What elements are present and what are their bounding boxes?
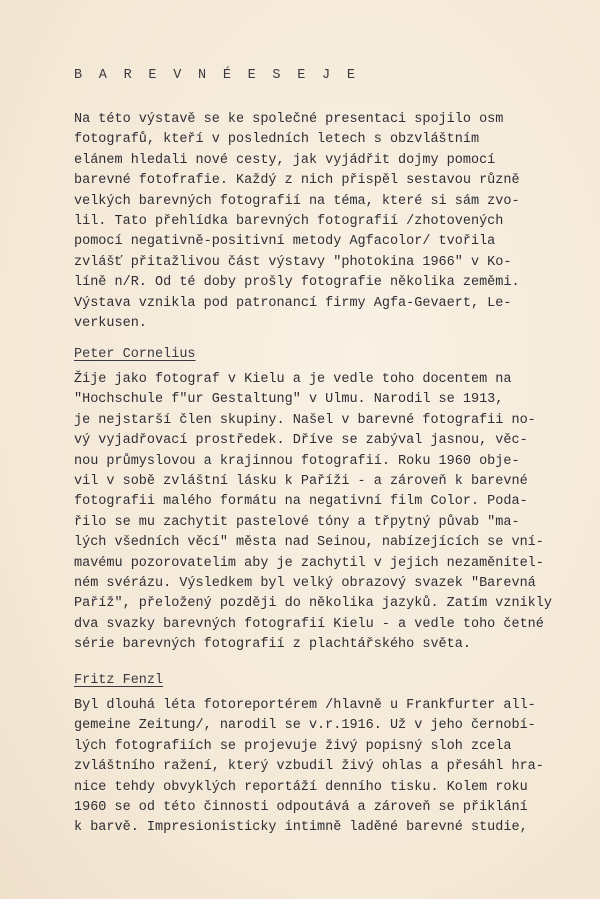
text-line: lil. Tato přehlídka barevných fotografií /zhotovených xyxy=(74,214,504,230)
text-line: fotografii malého formátu na negativní film Color. Poda- xyxy=(74,494,528,510)
text-line: elánem hledali nové cesty, jak vyjádřit dojmy pomocí xyxy=(74,152,496,168)
text-line: nice tehdy obvyklých reportáží denního tisku. Kolem roku xyxy=(74,779,528,795)
text-line: vil v sobě zvláštní lásku k Paříži - a zároveň k barevné xyxy=(74,474,528,490)
document-title: B A R E V N É E S E J E xyxy=(74,68,360,83)
text-line: dva svazky barevných fotografií Kielu - a vedle toho četné xyxy=(74,616,544,632)
text-line: zvláštního ražení, který vzbudil živý ohlas a přesáhl hra- xyxy=(74,759,544,775)
section-heading-fenzl: Fritz Fenzl xyxy=(74,673,164,688)
fenzl-paragraph xyxy=(74,696,544,839)
text-line: vý vyjadřovací prostředek. Dříve se zabýval jasnou, věc- xyxy=(74,433,528,449)
text-line: lých fotografiích se projevuje živý popisný sloh zcela xyxy=(74,738,512,754)
text-line: série barevných fotografií z plachtářského světa. xyxy=(74,637,471,653)
text-line: mavému pozorovatelim aby je zachytil v jejich nezaměnitel- xyxy=(74,555,544,571)
text-line: velkých barevných fotografií na téma, které si sám zvo- xyxy=(74,193,520,209)
text-line: řilo se mu zachytit pastelové tóny a třpytný půvab "ma- xyxy=(74,514,520,530)
text-line: líně n/R. Od té doby prošly fotografie několika zeměmi. xyxy=(74,275,520,291)
text-line: 1960 se od této činnosti odpoutává a zároveň se přiklání xyxy=(74,800,528,816)
text-line: "Hochschule f"ur Gestaltung" v Ulmu. Narodil se 1913, xyxy=(74,392,504,408)
text-line: Na této výstavě se ke společné presentaci spojilo osm xyxy=(74,112,504,127)
text-line: barevné fotofrafie. Každý z nich přispěl sestavou různě xyxy=(74,173,520,189)
text-line: verkusen. xyxy=(74,316,147,332)
text-line: nou průmyslovou a krajinnou fotografií. Roku 1960 obje- xyxy=(74,453,520,469)
text-line: k barvě. Impresionisticky intimně laděné barevné studie, xyxy=(74,820,528,836)
section-heading-cornelius: Peter Cornelius xyxy=(74,347,196,362)
text-line: pomocí negativně-positivní metody Agfacolor/ tvořila xyxy=(74,234,496,250)
text-line: Žije jako fotograf v Kielu a je vedle toho docentem na xyxy=(74,372,512,387)
text-line: zvlášť přitažlivou část výstavy "photokina 1966" v Ko- xyxy=(74,254,512,270)
text-line: Paříž", přeložený později do několika jazyků. Zatím vznikly xyxy=(74,596,552,612)
cornelius-paragraph xyxy=(74,370,552,656)
text-line: Byl dlouhá léta fotoreportérem /hlavně u Frankfurter all- xyxy=(74,698,536,713)
text-line: ném svérázu. Výsledkem byl velký obrazový svazek "Barevná xyxy=(74,576,536,592)
text-line: fotografů, kteří v posledních letech s obzvláštním xyxy=(74,132,480,148)
text-line: lých všedních věcí" města nad Seinou, nabízejících se vní- xyxy=(74,535,544,551)
text-line: je nejstarší člen skupiny. Našel v barevné fotografii no- xyxy=(74,412,536,428)
intro-paragraph xyxy=(74,110,544,334)
text-line: gemeine Zeitung/, narodil se v.r.1916. Už v jeho černobí- xyxy=(74,718,536,734)
text-line: Výstava vznikla pod patronancí firmy Agfa-Gevaert, Le- xyxy=(74,295,512,311)
